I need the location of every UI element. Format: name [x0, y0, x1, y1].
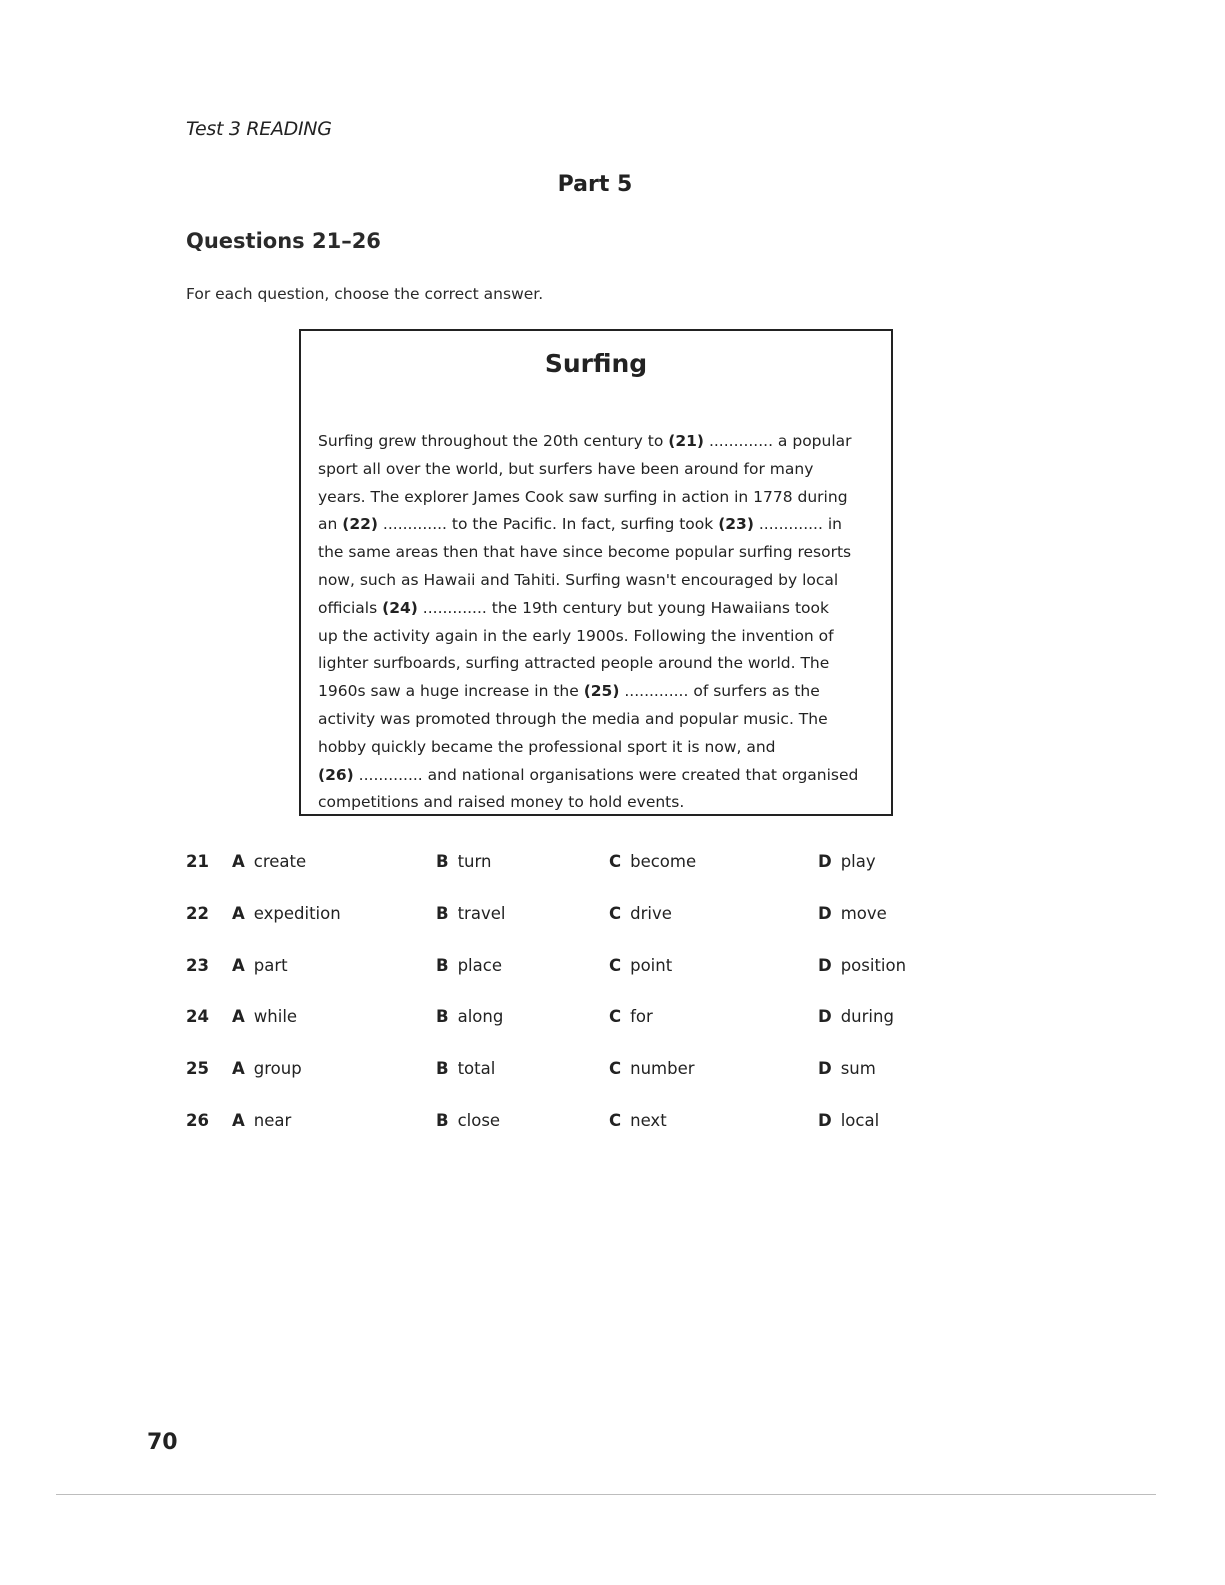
- answer-option-d[interactable]: [818, 904, 887, 923]
- option-letter: C: [609, 1007, 622, 1027]
- passage-line: [318, 484, 886, 512]
- answer-option-d[interactable]: [818, 956, 906, 975]
- option-text: create: [253, 852, 307, 871]
- passage-line: [318, 734, 886, 762]
- answer-option-b[interactable]: [436, 1059, 495, 1078]
- gap-number: (22): [342, 515, 378, 534]
- question-row: [186, 1111, 946, 1163]
- answer-option-c[interactable]: [609, 1111, 667, 1130]
- answer-option-c[interactable]: [609, 852, 696, 871]
- option-text: travel: [457, 903, 506, 923]
- passage-body: [318, 428, 886, 817]
- option-letter: C: [609, 1110, 622, 1130]
- answer-option-b[interactable]: [436, 956, 502, 975]
- answer-option-d[interactable]: [818, 852, 876, 871]
- option-text: become: [630, 852, 697, 871]
- passage-line: [318, 623, 886, 651]
- option-letter: B: [436, 1007, 449, 1027]
- option-letter: B: [436, 1110, 449, 1130]
- passage-text: ............. of surfers as the: [619, 682, 820, 701]
- passage-line: [318, 762, 886, 790]
- answer-option-a[interactable]: [232, 904, 341, 923]
- question-number: 22: [186, 903, 209, 923]
- answer-option-c[interactable]: [609, 1007, 653, 1026]
- option-letter: D: [818, 1110, 832, 1130]
- option-text: part: [253, 955, 288, 975]
- option-text: drive: [630, 903, 672, 923]
- option-text: while: [253, 1007, 298, 1027]
- passage-text: ............. the 19th century but young Hawaiians took: [417, 598, 829, 617]
- passage-text: hobby quickly became the professional sport it is now, and: [318, 737, 776, 756]
- passage-text: officials: [318, 598, 383, 617]
- option-text: turn: [457, 852, 492, 871]
- question-number: 26: [186, 1110, 209, 1130]
- passage-text: the same areas then that have since become popular surfing resorts: [318, 543, 852, 562]
- option-letter: D: [818, 955, 832, 975]
- option-text: group: [253, 1059, 302, 1079]
- passage-text: sport all over the world, but surfers have been around for many: [318, 459, 814, 478]
- passage-text: ............. a popular: [704, 432, 852, 450]
- answer-options: [186, 852, 946, 1163]
- option-letter: C: [609, 903, 622, 923]
- answer-option-d[interactable]: [818, 1111, 879, 1130]
- option-text: point: [630, 955, 673, 975]
- passage-line: [318, 789, 886, 817]
- option-text: position: [840, 955, 907, 975]
- question-number: 21: [186, 852, 209, 871]
- option-text: play: [840, 852, 876, 871]
- passage-text: lighter surfboards, surfing attracted people around the world. The: [318, 654, 830, 673]
- passage-line: [318, 539, 886, 567]
- option-letter: D: [818, 1007, 832, 1027]
- option-letter: B: [436, 955, 449, 975]
- footer-divider: [56, 1494, 1156, 1495]
- question-row: [186, 904, 946, 956]
- answer-option-b[interactable]: [436, 904, 505, 923]
- answer-option-a[interactable]: [232, 1059, 302, 1078]
- passage-text: up the activity again in the early 1900s. Following the invention of: [318, 626, 834, 645]
- option-text: along: [457, 1007, 504, 1027]
- gap-number: (21): [668, 432, 705, 450]
- option-text: during: [840, 1007, 894, 1027]
- option-letter: A: [232, 852, 245, 871]
- answer-option-b[interactable]: [436, 1007, 503, 1026]
- option-letter: A: [232, 1059, 245, 1079]
- option-letter: C: [609, 852, 622, 871]
- gap-number: (23): [718, 515, 754, 534]
- gap-number: (26): [318, 765, 354, 784]
- passage-line: [318, 706, 886, 734]
- option-letter: B: [436, 903, 449, 923]
- option-text: for: [630, 1007, 653, 1027]
- option-text: near: [253, 1110, 292, 1130]
- gap-number: (25): [583, 682, 620, 701]
- answer-option-d[interactable]: [818, 1007, 894, 1026]
- option-text: close: [457, 1110, 501, 1130]
- answer-option-c[interactable]: [609, 1059, 695, 1078]
- gap-number: (24): [382, 598, 418, 617]
- part-title: Part 5: [557, 172, 633, 197]
- option-text: expedition: [253, 903, 341, 923]
- passage-text: ............. in: [753, 515, 842, 534]
- passage-line: [318, 678, 886, 706]
- passage-text: years. The explorer James Cook saw surfing in action in 1778 during: [318, 487, 848, 506]
- option-letter: B: [436, 852, 449, 871]
- option-letter: A: [232, 1110, 245, 1130]
- option-letter: D: [818, 903, 832, 923]
- passage-line: [318, 595, 886, 623]
- passage-line: [318, 511, 886, 539]
- passage-text: ............. and national organisations were created that organised: [353, 765, 859, 784]
- passage-text: ............. to the Pacific. In fact, surfing took: [378, 515, 719, 534]
- page-number: 70: [147, 1430, 178, 1455]
- answer-option-a[interactable]: [232, 1111, 291, 1130]
- question-number: 24: [186, 1007, 209, 1027]
- passage-text: 1960s saw a huge increase in the: [318, 682, 584, 701]
- option-letter: B: [436, 1059, 449, 1079]
- passage-text: activity was promoted through the media and popular music. The: [318, 709, 828, 728]
- passage-text: Surfing grew throughout the 20th century to: [318, 432, 669, 450]
- option-letter: C: [609, 955, 622, 975]
- passage-text: competitions and raised money to hold events.: [318, 793, 685, 812]
- answer-option-b[interactable]: [436, 1111, 500, 1130]
- passage-line: [318, 650, 886, 678]
- option-text: number: [630, 1059, 695, 1079]
- answer-option-a[interactable]: [232, 852, 306, 871]
- questions-heading: Questions 21–26: [186, 229, 381, 253]
- option-letter: A: [232, 903, 245, 923]
- option-text: local: [840, 1110, 880, 1130]
- passage-line: [318, 456, 886, 484]
- option-letter: A: [232, 1007, 245, 1027]
- answer-option-c[interactable]: [609, 904, 672, 923]
- answer-option-b[interactable]: [436, 852, 491, 871]
- answer-option-a[interactable]: [232, 1007, 297, 1026]
- option-letter: D: [818, 1059, 832, 1079]
- passage-title: Surfing: [544, 349, 648, 378]
- option-text: place: [457, 955, 502, 975]
- question-row: [186, 852, 946, 904]
- instruction-text: For each question, choose the correct answer.: [186, 285, 544, 303]
- passage-line: [318, 567, 886, 595]
- question-row: [186, 956, 946, 1008]
- passage-line: [318, 428, 886, 456]
- question-row: [186, 1059, 946, 1111]
- answer-option-a[interactable]: [232, 956, 288, 975]
- passage-text: now, such as Hawaii and Tahiti. Surfing wasn't encouraged by local: [318, 570, 839, 589]
- option-text: move: [840, 903, 887, 923]
- question-number: 23: [186, 955, 209, 975]
- question-row: [186, 1007, 946, 1059]
- answer-option-d[interactable]: [818, 1059, 876, 1078]
- option-letter: D: [818, 852, 832, 871]
- option-text: total: [457, 1059, 496, 1079]
- option-letter: C: [609, 1059, 622, 1079]
- option-letter: A: [232, 955, 245, 975]
- answer-option-c[interactable]: [609, 956, 672, 975]
- passage-box: [299, 329, 893, 816]
- option-text: next: [630, 1110, 667, 1130]
- passage-text: an: [318, 515, 343, 534]
- question-number: 25: [186, 1059, 209, 1079]
- option-text: sum: [840, 1059, 876, 1079]
- page-header-label: Test 3 READING: [186, 118, 332, 140]
